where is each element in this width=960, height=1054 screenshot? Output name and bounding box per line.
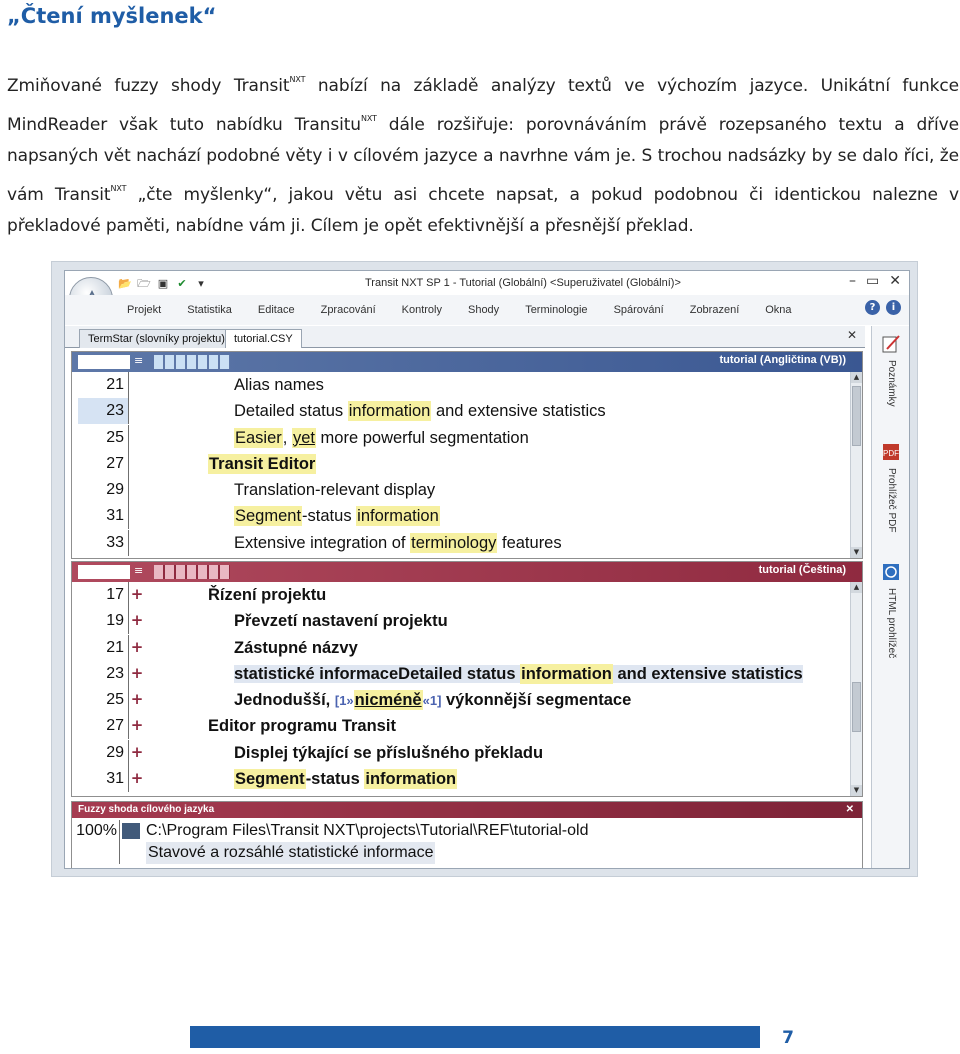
segment-row[interactable] xyxy=(72,687,852,713)
segment-fragment: Extensive integration of xyxy=(234,533,411,552)
segment-row[interactable] xyxy=(72,372,852,398)
segment-row[interactable] xyxy=(72,740,852,766)
segment-text[interactable] xyxy=(234,400,606,422)
fuzzy-match-path-row[interactable] xyxy=(72,820,862,842)
tab-close-icon[interactable]: ✕ xyxy=(846,328,857,342)
scroll-thumb[interactable] xyxy=(852,682,861,732)
segment-row[interactable] xyxy=(72,713,852,739)
menu-terminologie[interactable]: Terminologie xyxy=(525,304,588,316)
target-rows xyxy=(72,582,852,792)
fuzzy-panel-title: Fuzzy shoda cílového jazyka xyxy=(78,804,215,815)
segment-fragment: information xyxy=(357,507,439,526)
menu-editace[interactable]: Editace xyxy=(257,304,295,316)
segment-text[interactable] xyxy=(234,637,358,659)
segment-text[interactable] xyxy=(234,689,631,711)
target-scrollbar[interactable] xyxy=(850,582,862,796)
segment-fragment: Segment xyxy=(235,507,302,526)
segment-number: 21 xyxy=(78,372,129,398)
scroll-thumb[interactable] xyxy=(852,386,861,446)
source-pane xyxy=(71,351,863,559)
segment-number: 27 xyxy=(78,713,129,739)
segment-text[interactable] xyxy=(234,768,457,790)
close-icon[interactable]: ✕ xyxy=(845,804,854,815)
segment-fragment: Detailed status xyxy=(398,664,521,683)
window-controls xyxy=(849,273,901,289)
segment-row[interactable] xyxy=(72,635,852,661)
html-viewer-icon[interactable] xyxy=(881,562,901,582)
segment-number: 29 xyxy=(78,740,129,766)
screenshot-frame xyxy=(51,261,918,877)
segment-fragment: Translation-relevant display xyxy=(234,481,436,500)
quick-access-toolbar xyxy=(117,275,209,293)
segment-number: 27 xyxy=(78,451,129,477)
segment-field[interactable] xyxy=(78,355,130,369)
check-icon[interactable]: ✔ xyxy=(177,277,187,290)
segment-number: 31 xyxy=(78,766,129,792)
segment-fragment: and extensive statistics xyxy=(431,402,606,421)
segment-fragment: Transit Editor xyxy=(209,454,316,473)
segment-number: 29 xyxy=(78,477,129,503)
folder-icon[interactable]: 🗁 xyxy=(137,277,151,290)
memory-icon xyxy=(122,823,140,839)
dropdown-icon[interactable]: ▾ xyxy=(198,277,204,290)
segment-fragment: Detailed status xyxy=(234,402,348,421)
segment-fragment: nicméně xyxy=(354,691,422,710)
segment-fragment: Segment xyxy=(235,770,305,789)
fuzzy-match-text-row[interactable] xyxy=(72,842,862,864)
menu-statistika[interactable]: Statistika xyxy=(187,304,232,316)
segment-fragment: information xyxy=(521,664,612,683)
svg-text:PDF: PDF xyxy=(883,449,899,458)
scroll-down-icon[interactable]: ▼ xyxy=(851,785,862,796)
menu-shody[interactable]: Shody xyxy=(467,304,500,316)
segment-row[interactable] xyxy=(72,398,852,424)
segment-text[interactable] xyxy=(208,715,396,737)
page-number: 7 xyxy=(768,1026,808,1048)
match-percent: 100% xyxy=(72,820,120,842)
match-text: Stavové a rozsáhlé statistické informace xyxy=(146,842,435,864)
pdf-icon[interactable] xyxy=(881,442,901,462)
menu-zpracovani[interactable]: Zpracování xyxy=(320,304,376,316)
expand-icon[interactable]: + xyxy=(130,769,144,788)
segment-fragment: Displej týkající se příslušného překladu xyxy=(234,743,544,762)
language-strip xyxy=(154,355,230,369)
fuzzy-panel-header xyxy=(72,802,862,818)
segment-fragment: Zástupné názvy xyxy=(234,638,358,657)
grip-icon: ≡ xyxy=(134,564,144,577)
expand-icon[interactable]: + xyxy=(130,690,144,709)
segment-text[interactable] xyxy=(208,453,316,475)
segment-fragment: -status xyxy=(302,507,357,526)
expand-icon[interactable]: + xyxy=(130,585,144,603)
help-icon[interactable]: ? xyxy=(865,300,880,315)
minimize-icon[interactable]: – xyxy=(849,273,857,289)
segment-row[interactable] xyxy=(72,451,852,477)
save-icon[interactable]: ▣ xyxy=(157,277,169,290)
segment-fragment: Easier xyxy=(235,428,282,447)
match-percent-empty xyxy=(72,842,120,864)
menu-kontroly[interactable]: Kontroly xyxy=(401,304,442,316)
expand-icon[interactable]: + xyxy=(130,611,144,630)
tab-termstar[interactable]: TermStar (slovníky projektu) xyxy=(79,329,234,348)
side-label-html[interactable]: HTML prohlížeč xyxy=(886,588,897,659)
segment-field[interactable] xyxy=(78,565,130,579)
page-heading: „Čtení myšlenek“ xyxy=(7,4,217,28)
segment-fragment: -status xyxy=(305,770,365,789)
document-tabs xyxy=(65,326,865,348)
match-path: C:\Program Files\Transit NXT\projects\Tutorial\REF\tutorial-old xyxy=(146,822,589,839)
segment-number: 31 xyxy=(78,503,129,529)
segment-text[interactable] xyxy=(208,584,326,606)
grip-icon: ≡ xyxy=(134,354,144,367)
open-icon[interactable]: 📂 xyxy=(118,277,132,290)
segment-row[interactable] xyxy=(72,530,852,556)
info-icon[interactable]: i xyxy=(886,300,901,315)
segment-fragment: Editor programu Transit xyxy=(208,717,396,736)
scroll-down-icon[interactable]: ▼ xyxy=(851,547,862,558)
segment-row[interactable] xyxy=(72,766,852,792)
source-scrollbar[interactable] xyxy=(850,372,862,558)
scroll-up-icon[interactable]: ▲ xyxy=(851,582,862,593)
segment-text[interactable] xyxy=(234,374,324,396)
side-label-notes[interactable]: Poznámky xyxy=(886,360,897,407)
target-pane xyxy=(71,561,863,797)
segment-number: 23 xyxy=(78,661,129,687)
segment-fragment: information xyxy=(348,402,431,421)
segment-number: 25 xyxy=(78,687,129,713)
segment-fragment: Převzetí nastavení projektu xyxy=(234,612,448,631)
segment-text[interactable] xyxy=(234,532,562,554)
segment-text[interactable] xyxy=(234,742,543,764)
segment-fragment: statistické informace xyxy=(234,664,399,683)
target-pane-header xyxy=(72,562,862,582)
segment-text[interactable] xyxy=(234,610,448,632)
tab-tutorial[interactable]: tutorial.CSY xyxy=(225,329,302,348)
segment-row[interactable] xyxy=(72,425,852,451)
expand-icon[interactable]: + xyxy=(130,716,144,735)
segment-text[interactable] xyxy=(234,505,440,527)
segment-row[interactable] xyxy=(72,477,852,503)
segment-number: 23 xyxy=(78,398,129,424)
footer-bar xyxy=(190,1026,760,1048)
segment-fragment: information xyxy=(365,770,457,789)
menu-zobrazeni[interactable]: Zobrazení xyxy=(689,304,740,316)
segment-row[interactable] xyxy=(72,661,852,687)
side-label-pdf[interactable]: Prohlížeč PDF xyxy=(886,468,897,533)
segment-number: 17 xyxy=(78,582,129,608)
segment-number: 19 xyxy=(78,608,129,634)
segment-fragment: Řízení projektu xyxy=(208,586,327,604)
segment-fragment: yet xyxy=(292,428,315,447)
intro-paragraph: Zmiňované fuzzy shody Transit$^{NXT}$ nabízí na základě analýzy textů ve výchozím jazyce. Unikátní funkce MindReader však tuto nabídku Transitu$^{NXT}$ dále rozšiřuje: porovnáváním právě rozepsaného textu a dříve napsaných vět nachází podobné věty i v cílovém jazyce a navrhne vám je. S trochou nadsázky by se dalo říci, že vám Transit$^{NXT}$ „čte myšlenky“, jakou větu asi chcete napsat, a pokud podobnou či identickou nalezne v překladové paměti, nabídne vám ji. Cílem je opět efektivnější a přesnější překlad. xyxy=(7,75,959,236)
side-panel-bar xyxy=(871,326,910,869)
segment-number: 21 xyxy=(78,635,129,661)
source-language-label: tutorial (Angličtina (VB)) xyxy=(719,354,846,366)
language-strip xyxy=(154,565,230,579)
segment-fragment: Alias names xyxy=(234,376,324,394)
notes-icon[interactable] xyxy=(881,334,901,354)
expand-icon[interactable]: + xyxy=(130,742,144,761)
segment-fragment: Jednodušší, xyxy=(234,691,335,710)
target-language-label: tutorial (Čeština) xyxy=(758,564,846,576)
segment-row[interactable] xyxy=(72,582,852,608)
menu-sparovani[interactable]: Spárování xyxy=(613,304,664,316)
segment-fragment: and extensive statistics xyxy=(612,664,803,683)
transit-window xyxy=(64,270,910,869)
segment-fragment: výkonnější segmentace xyxy=(441,691,632,710)
segment-row[interactable] xyxy=(72,503,852,529)
segment-number: 25 xyxy=(78,425,129,451)
menu-okna[interactable]: Okna xyxy=(765,304,792,316)
segment-text[interactable] xyxy=(234,427,529,449)
segment-fragment: , xyxy=(282,428,292,447)
window-title: Transit NXT SP 1 - Tutorial (Globální) <Superuživatel (Globální)> xyxy=(365,277,681,289)
source-rows xyxy=(72,372,852,556)
segment-text[interactable] xyxy=(234,479,435,501)
segment-row[interactable] xyxy=(72,608,852,634)
help-buttons xyxy=(865,300,901,315)
segment-fragment: more powerful segmentation xyxy=(315,428,529,447)
expand-icon[interactable]: + xyxy=(130,663,144,682)
segment-text[interactable] xyxy=(234,663,803,685)
segment-fragment: [1» xyxy=(334,693,354,709)
close-icon[interactable]: ✕ xyxy=(889,273,901,289)
ribbon-menu xyxy=(65,295,910,325)
segment-fragment: terminology xyxy=(411,533,497,552)
segment-fragment: «1] xyxy=(422,693,442,709)
menu-projekt[interactable]: Projekt xyxy=(127,304,162,316)
segment-number: 33 xyxy=(78,530,129,556)
scroll-up-icon[interactable]: ▲ xyxy=(851,372,862,383)
segment-fragment: features xyxy=(497,533,562,552)
expand-icon[interactable]: + xyxy=(130,637,144,656)
source-pane-header xyxy=(72,352,862,372)
fuzzy-match-panel xyxy=(71,801,863,869)
maximize-icon[interactable]: ▭ xyxy=(866,273,880,289)
